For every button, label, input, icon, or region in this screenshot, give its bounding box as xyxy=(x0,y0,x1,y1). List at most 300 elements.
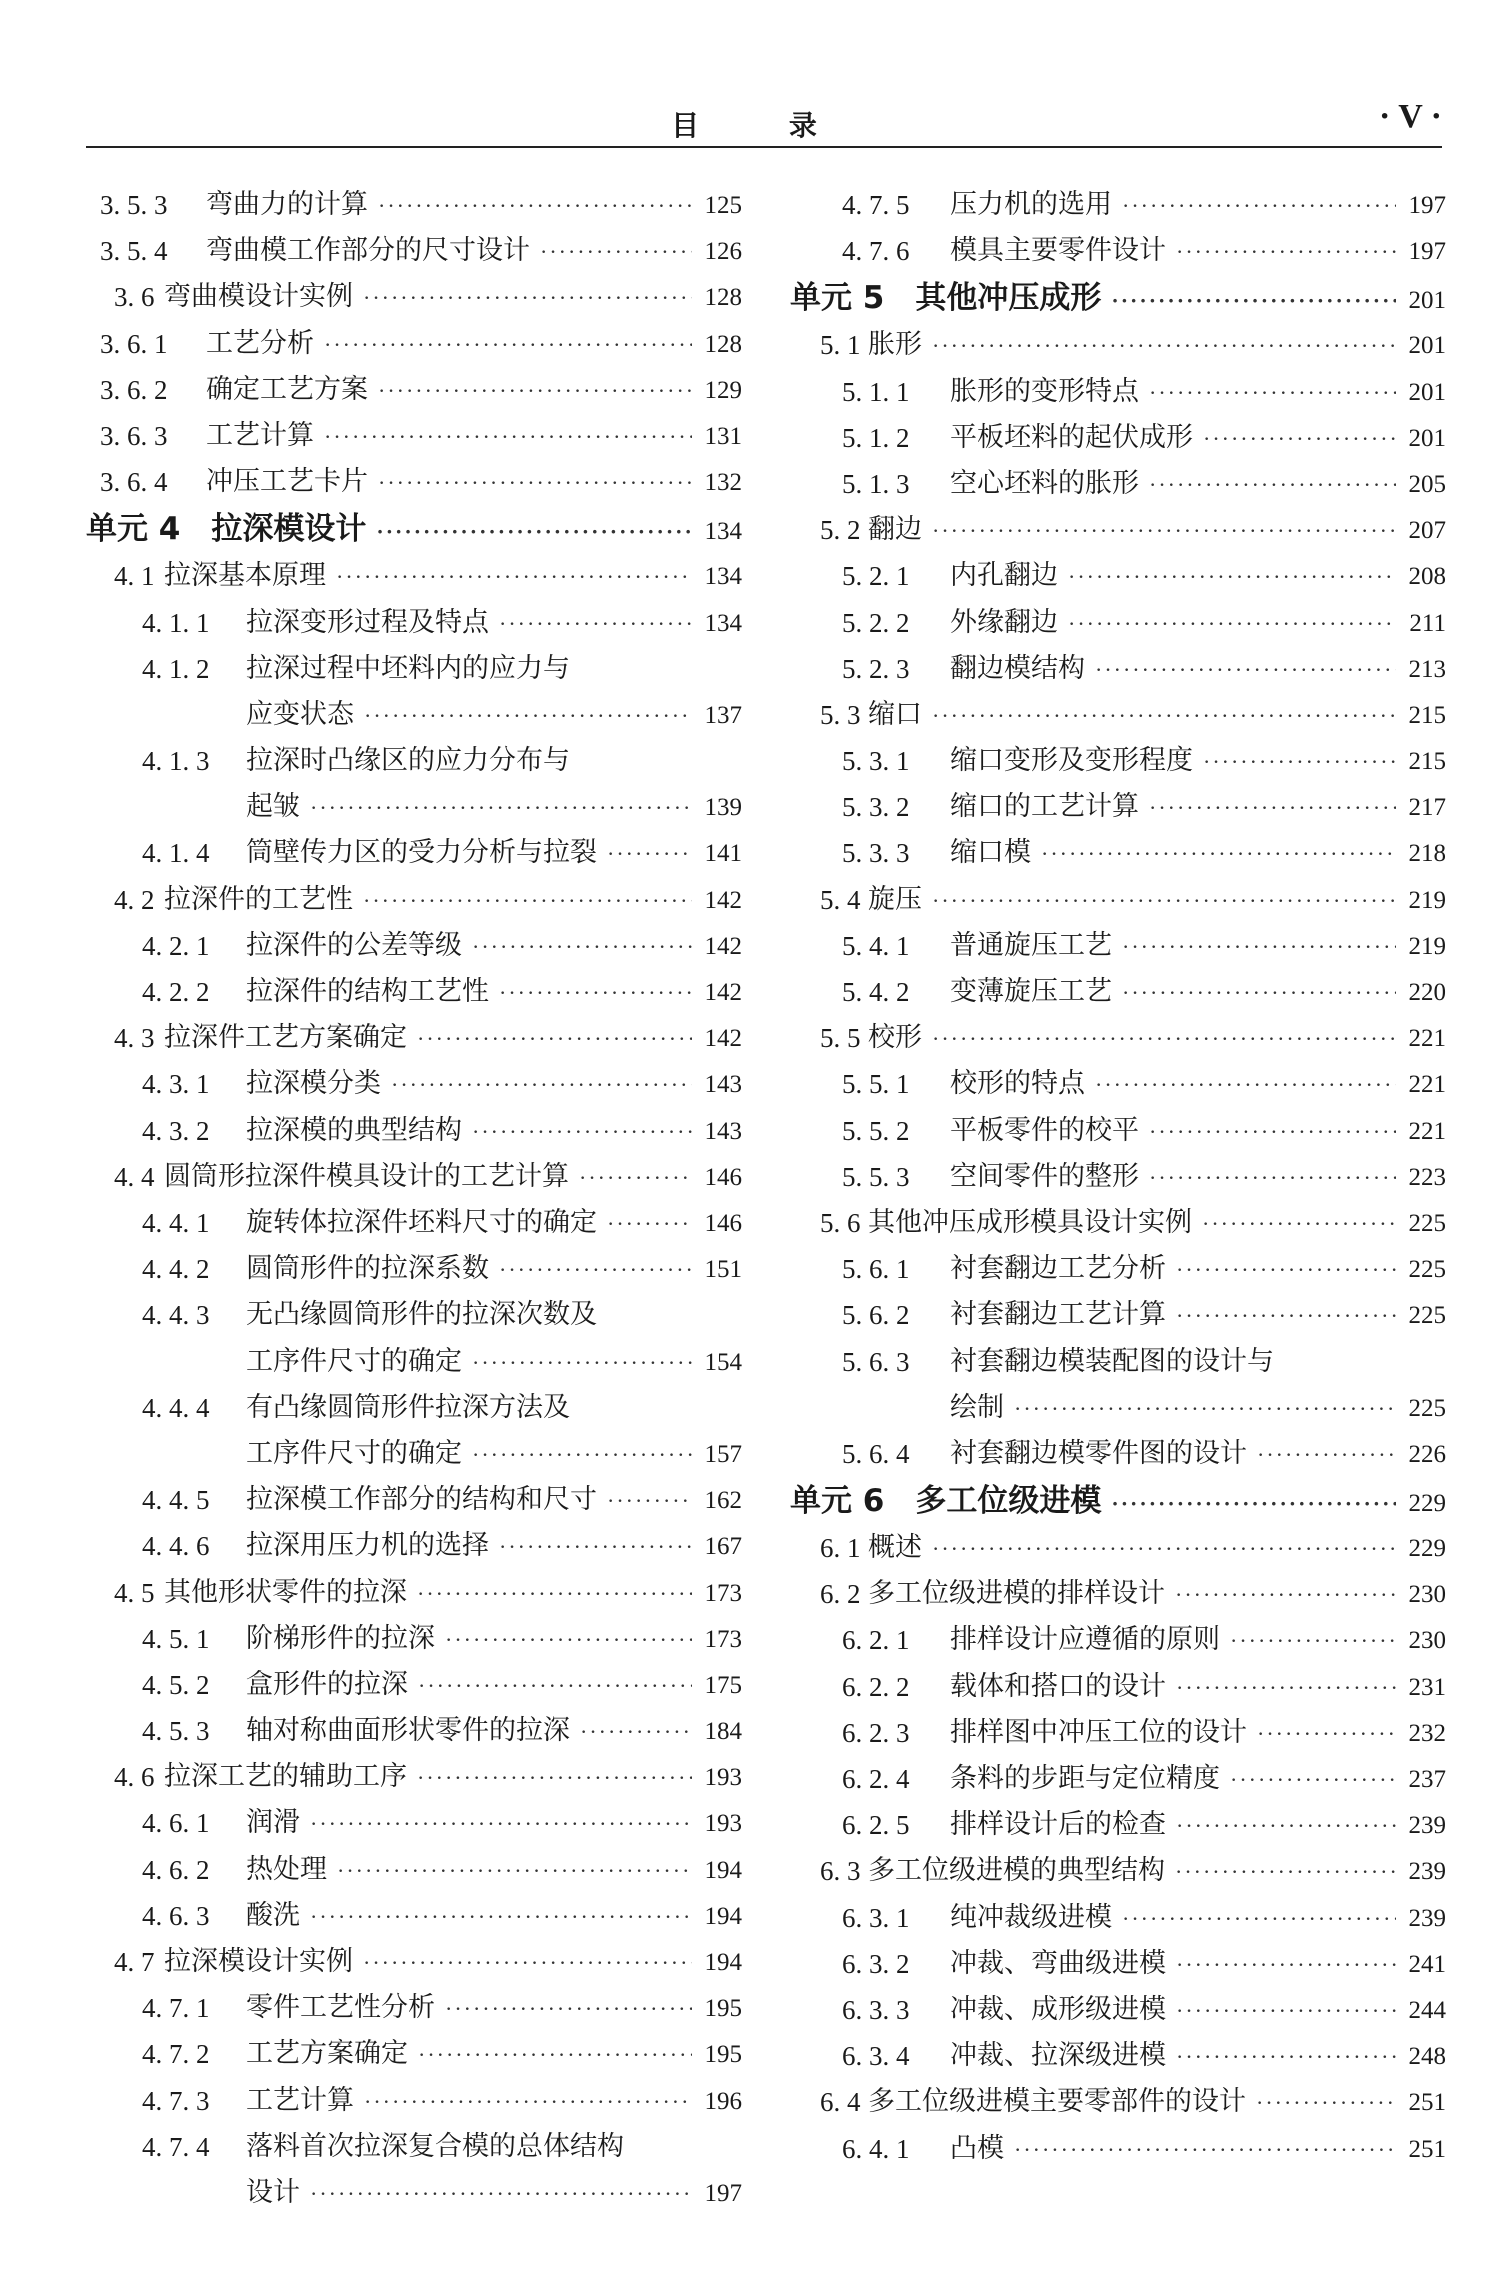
leader-dots xyxy=(363,878,692,924)
leader-dots xyxy=(1203,739,1396,785)
leader-dots xyxy=(310,1894,692,1940)
entry-number: 4. 4. 5 xyxy=(142,1485,210,1516)
entry-title: 拉深用压力机的选择 xyxy=(246,1530,489,1562)
toc-entry xyxy=(86,367,742,413)
leader-dots xyxy=(1149,462,1396,508)
page-ref: 213 xyxy=(1408,655,1446,683)
entry-title: 排样设计后的检查 xyxy=(950,1809,1166,1841)
entry-number: 5. 1 xyxy=(820,330,861,361)
toc-entry xyxy=(790,1200,1446,1246)
entry-number: 4. 4 xyxy=(114,1161,155,1192)
toc-entry xyxy=(790,600,1446,646)
leader-dots xyxy=(324,322,692,368)
page-ref: 201 xyxy=(1408,287,1446,315)
leader-dots xyxy=(1176,1942,1396,1988)
entry-title: 筒壁传力区的受力分析与拉裂 xyxy=(246,837,597,869)
entry-title: 其他形状零件的拉深 xyxy=(164,1576,407,1608)
toc-column-left xyxy=(86,182,742,2216)
toc-entry xyxy=(86,1523,742,1569)
page-ref: 215 xyxy=(1408,701,1446,729)
leader-dots xyxy=(1041,831,1396,877)
entry-number: 5. 1. 3 xyxy=(842,468,910,499)
entry-title: 纯冲裁级进模 xyxy=(950,1901,1112,1933)
leader-dots xyxy=(932,878,1396,924)
page-ref: 221 xyxy=(1408,1071,1446,1099)
page-ref: 173 xyxy=(704,1625,742,1653)
leader-dots xyxy=(607,831,692,877)
page-ref: 225 xyxy=(1408,1394,1446,1422)
entry-number: 6. 2. 1 xyxy=(842,1625,910,1656)
entry-number: 5. 2. 1 xyxy=(842,561,910,592)
entry-title: 平板坯料的起伏成形 xyxy=(950,421,1193,453)
page-ref: 195 xyxy=(704,1995,742,2023)
page-ref: 223 xyxy=(1408,1163,1446,1191)
entry-number: 4. 6. 2 xyxy=(142,1854,210,1885)
page-title: 目 录 xyxy=(671,109,857,142)
toc-entry xyxy=(86,1985,742,2031)
entry-title: 拉深件的工艺性 xyxy=(164,883,353,915)
leader-dots xyxy=(579,1155,692,1201)
entry-title: 工艺分析 xyxy=(206,327,314,359)
entry-number: 5. 3. 2 xyxy=(842,792,910,823)
toc-entry xyxy=(790,1339,1446,1431)
page-ref: 162 xyxy=(704,1487,742,1515)
entry-title: 变薄旋压工艺 xyxy=(950,976,1112,1007)
page-ref: 251 xyxy=(1408,2089,1446,2117)
toc-entry xyxy=(86,969,742,1015)
entry-number: 4. 4. 6 xyxy=(142,1531,210,1562)
toc-entry xyxy=(86,1939,742,1985)
leader-dots xyxy=(607,1478,692,1524)
entry-number: 3. 6. 1 xyxy=(100,328,168,359)
entry-title: 拉深工艺的辅助工序 xyxy=(164,1761,407,1793)
leader-dots xyxy=(1014,1386,1396,1432)
page-ref: 194 xyxy=(704,1949,742,1976)
entry-number: 4. 6 xyxy=(114,1762,155,1793)
toc-entry xyxy=(790,1987,1446,2033)
entry-number: 5. 3 xyxy=(820,699,861,730)
toc-entry xyxy=(86,1108,742,1154)
page-ref: 137 xyxy=(704,701,742,729)
entry-number: 5. 6. 3 xyxy=(842,1346,910,1377)
entry-title: 排样设计应遵循的原则 xyxy=(950,1624,1220,1656)
leader-dots xyxy=(310,785,692,831)
leader-dots xyxy=(1122,1896,1396,1942)
entry-title: 拉深过程中坯料内的应力与 xyxy=(246,652,570,684)
page-ref: 231 xyxy=(1408,1673,1446,1701)
page-ref: 226 xyxy=(1408,1440,1446,1468)
leader-dots xyxy=(1149,1109,1396,1155)
toc-entry xyxy=(86,459,742,505)
entry-number: 5. 2 xyxy=(820,515,861,546)
leader-dots xyxy=(1202,1201,1396,1247)
page-ref: 221 xyxy=(1408,1117,1446,1145)
toc-entry xyxy=(86,600,742,646)
leader-dots xyxy=(932,693,1396,739)
entry-number: 4. 7. 2 xyxy=(142,2039,210,2070)
entry-title: 缩口 xyxy=(868,698,922,730)
page-ref: 201 xyxy=(1408,378,1446,406)
toc-entry xyxy=(86,1847,742,1893)
leader-dots xyxy=(445,1617,692,1663)
entry-number: 3. 5. 4 xyxy=(100,236,168,267)
entry-number: 4. 7 xyxy=(114,1947,155,1977)
entry-title: 凸模 xyxy=(950,2132,1004,2164)
entry-number: 5. 5 xyxy=(820,1023,861,1054)
entry-number: 5. 1. 1 xyxy=(842,376,910,407)
entry-title: 工艺计算 xyxy=(246,2084,354,2116)
entry-number: 3. 6. 3 xyxy=(100,420,168,451)
toc-entry xyxy=(790,830,1446,876)
leader-dots xyxy=(932,508,1396,554)
toc-entry xyxy=(86,877,742,923)
leader-dots xyxy=(337,1848,692,1894)
unit-title: 单元 6 多工位级进模 xyxy=(790,1483,1102,1520)
entry-number: 4. 6. 3 xyxy=(142,1900,210,1931)
entry-title-continued: 起皱 xyxy=(246,791,300,823)
toc-entry xyxy=(86,2031,742,2077)
toc-entry xyxy=(790,1802,1446,1848)
page-ref: 230 xyxy=(1408,1627,1446,1655)
toc-entry xyxy=(86,1800,742,1846)
page-ref: 207 xyxy=(1408,517,1446,545)
page-ref: 229 xyxy=(1408,1490,1446,1518)
entry-number: 4. 4. 4 xyxy=(142,1392,210,1423)
entry-number: 6. 3. 1 xyxy=(842,1902,910,1933)
entry-number: 4. 1 xyxy=(114,561,155,592)
page-ref: 142 xyxy=(704,1025,742,1053)
entry-title: 空心坯料的胀形 xyxy=(950,467,1139,499)
entry-number: 4. 1. 4 xyxy=(142,838,210,869)
entry-title: 拉深件的公差等级 xyxy=(246,929,462,961)
entry-number: 6. 2. 4 xyxy=(842,1764,910,1795)
entry-title: 确定工艺方案 xyxy=(206,373,368,405)
leader-dots xyxy=(1176,2034,1396,2080)
leader-dots xyxy=(378,460,692,506)
toc-entry xyxy=(790,228,1446,274)
toc-entry xyxy=(790,322,1446,368)
page-ref: 132 xyxy=(704,469,742,497)
toc-entry xyxy=(790,877,1446,923)
entry-title: 衬套翻边工艺计算 xyxy=(950,1299,1166,1331)
toc-entry xyxy=(790,1061,1446,1107)
toc-entry xyxy=(86,1385,742,1477)
page-ref: 239 xyxy=(1408,1812,1446,1840)
entry-number: 5. 4 xyxy=(820,884,861,915)
entry-title: 冲压工艺卡片 xyxy=(206,466,368,498)
page-ref: 126 xyxy=(704,238,742,266)
page-ref: 143 xyxy=(704,1117,742,1145)
page-ref: 197 xyxy=(704,2179,742,2207)
toc-entry xyxy=(86,2078,742,2124)
entry-title: 多工位级进模主要零部件的设计 xyxy=(868,2086,1246,2118)
toc-entry xyxy=(790,1246,1446,1292)
leader-dots xyxy=(472,1109,692,1155)
toc-entry xyxy=(86,1893,742,1939)
leader-dots xyxy=(1175,1849,1396,1895)
entry-number: 3. 6 xyxy=(114,282,155,313)
toc-entry xyxy=(86,228,742,274)
entry-number: 6. 3 xyxy=(820,1856,861,1887)
toc-entry xyxy=(790,646,1446,692)
entry-number: 4. 3. 2 xyxy=(142,1115,210,1146)
entry-title: 胀形 xyxy=(868,329,922,361)
toc-entry xyxy=(86,1246,742,1292)
entry-number: 6. 1 xyxy=(820,1533,861,1564)
page-ref: 142 xyxy=(704,979,742,1007)
page-ref: 219 xyxy=(1408,886,1446,914)
toc-entry xyxy=(86,182,742,228)
leader-dots xyxy=(499,970,692,1016)
toc-entry xyxy=(86,413,742,459)
entry-number: 3. 6. 4 xyxy=(100,467,168,498)
unit-title: 单元 4 拉深模设计 xyxy=(86,511,367,548)
page-ref: 131 xyxy=(704,422,742,450)
leader-dots xyxy=(472,924,692,970)
entry-title: 模具主要零件设计 xyxy=(950,235,1166,267)
entry-title: 缩口变形及变形程度 xyxy=(950,745,1193,777)
page-ref: 201 xyxy=(1408,424,1446,452)
toc-entry xyxy=(86,2124,742,2216)
entry-title: 拉深模设计实例 xyxy=(164,1946,353,1977)
page-ref: 225 xyxy=(1408,1302,1446,1330)
page-ref: 239 xyxy=(1408,1904,1446,1932)
leader-dots xyxy=(1095,647,1396,693)
toc-entry xyxy=(790,692,1446,738)
entry-title: 酸洗 xyxy=(246,1899,300,1931)
page-ref: 217 xyxy=(1408,794,1446,822)
toc-entry xyxy=(86,646,742,738)
entry-title: 衬套翻边模装配图的设计与 xyxy=(950,1345,1274,1377)
entry-title: 拉深件工艺方案确定 xyxy=(164,1022,407,1054)
page-ref: 195 xyxy=(704,2041,742,2069)
entry-title: 旋转体拉深件坯料尺寸的确定 xyxy=(246,1206,597,1238)
entry-number: 5. 6. 1 xyxy=(842,1254,910,1285)
page-ref: 208 xyxy=(1408,563,1446,591)
header-rule xyxy=(86,146,1442,148)
toc-entry xyxy=(790,1108,1446,1154)
toc-entry xyxy=(86,1154,742,1200)
entry-title: 内孔翻边 xyxy=(950,560,1058,592)
leader-dots xyxy=(499,1524,692,1570)
entry-title: 工艺计算 xyxy=(206,419,314,451)
toc-entry xyxy=(86,1477,742,1523)
leader-dots xyxy=(932,1016,1396,1062)
entry-number: 6. 2 xyxy=(820,1579,861,1610)
entry-number: 3. 5. 3 xyxy=(100,190,168,220)
entry-number: 4. 1. 1 xyxy=(142,607,210,638)
entry-number: 4. 1. 3 xyxy=(142,746,210,777)
leader-dots xyxy=(1257,1711,1396,1757)
toc-entry xyxy=(86,274,742,320)
toc-entry xyxy=(790,1292,1446,1338)
page-ref: 194 xyxy=(704,1856,742,1884)
page-ref: 197 xyxy=(1408,238,1446,266)
entry-number: 4. 2 xyxy=(114,884,155,915)
entry-title: 圆筒形拉深件模具设计的工艺计算 xyxy=(164,1160,569,1192)
leader-dots xyxy=(418,1663,692,1709)
entry-number: 4. 6. 1 xyxy=(142,1808,210,1839)
toc-entry xyxy=(790,1664,1446,1710)
leader-dots xyxy=(1176,1293,1396,1339)
leader-dots xyxy=(1014,2127,1396,2173)
entry-title: 冲裁、拉深级进模 xyxy=(950,2040,1166,2072)
leader-dots xyxy=(417,1016,692,1062)
entry-number: 6. 2. 2 xyxy=(842,1671,910,1702)
toc-entry xyxy=(86,923,742,969)
toc-entry xyxy=(790,1848,1446,1894)
entry-title: 零件工艺性分析 xyxy=(246,1992,435,2024)
entry-title: 排样图中冲压工位的设计 xyxy=(950,1716,1247,1748)
page-ref: 229 xyxy=(1408,1535,1446,1563)
entry-number: 5. 6. 4 xyxy=(842,1438,910,1469)
page-ref: 128 xyxy=(704,284,742,312)
entry-number: 6. 2. 3 xyxy=(842,1717,910,1748)
page-ref: 142 xyxy=(704,932,742,960)
entry-title: 空间零件的整形 xyxy=(950,1160,1139,1192)
entry-title: 弯曲力的计算 xyxy=(206,189,368,220)
entry-title: 冲裁、成形级进模 xyxy=(950,1993,1166,2025)
entry-title: 拉深时凸缘区的应力分布与 xyxy=(246,745,570,777)
entry-number: 5. 6 xyxy=(820,1207,861,1238)
toc-entry xyxy=(790,1154,1446,1200)
toc-entry xyxy=(86,1015,742,1061)
entry-title: 缩口的工艺计算 xyxy=(950,791,1139,823)
leader-dots xyxy=(1149,785,1396,831)
leader-dots xyxy=(932,1526,1396,1572)
entry-number: 6. 4 xyxy=(820,2087,861,2118)
leader-dots xyxy=(1230,1618,1396,1664)
entry-title: 拉深基本原理 xyxy=(164,560,326,592)
entry-title-continued: 设计 xyxy=(246,2176,300,2208)
page-ref: 220 xyxy=(1408,979,1446,1006)
toc-entry xyxy=(86,1292,742,1384)
entry-number: 3. 6. 2 xyxy=(100,374,168,405)
entry-title: 压力机的选用 xyxy=(950,189,1112,220)
entry-title: 翻边 xyxy=(868,514,922,546)
page-ref: 154 xyxy=(704,1348,742,1376)
leader-dots xyxy=(499,601,692,647)
entry-number: 5. 4. 1 xyxy=(842,930,910,961)
entry-title: 其他冲压成形模具设计实例 xyxy=(868,1206,1192,1238)
entry-number: 4. 7. 6 xyxy=(842,236,910,267)
entry-title: 工艺方案确定 xyxy=(246,2038,408,2070)
page-ref: 184 xyxy=(704,1718,742,1746)
page-ref: 141 xyxy=(704,840,742,868)
toc-entry xyxy=(790,1617,1446,1663)
toc-entry xyxy=(86,830,742,876)
leader-dots xyxy=(310,1801,692,1847)
page-ref: 230 xyxy=(1408,1581,1446,1609)
entry-title: 平板零件的校平 xyxy=(950,1114,1139,1146)
toc-entry xyxy=(790,1895,1446,1941)
toc-entry xyxy=(790,415,1446,461)
entry-number: 5. 2. 2 xyxy=(842,607,910,638)
entry-title: 载体和搭口的设计 xyxy=(950,1670,1166,1702)
leader-dots xyxy=(363,275,692,321)
page-ref: 173 xyxy=(704,1579,742,1607)
leader-dots xyxy=(364,2079,692,2125)
leader-dots xyxy=(1203,416,1396,462)
entry-title: 热处理 xyxy=(246,1853,327,1885)
toc-entry xyxy=(790,1431,1446,1477)
leader-dots xyxy=(324,414,692,460)
entry-title: 冲裁、弯曲级进模 xyxy=(950,1947,1166,1979)
unit-title: 单元 5 其他冲压成形 xyxy=(790,280,1102,317)
leader-dots xyxy=(607,1201,692,1247)
page-ref: 167 xyxy=(704,1533,742,1561)
leader-dots xyxy=(378,183,692,229)
page-ref: 196 xyxy=(704,2087,742,2115)
leader-dots xyxy=(1111,1480,1396,1528)
page-ref: 215 xyxy=(1408,748,1446,776)
page-ref: 134 xyxy=(704,563,742,591)
entry-number: 5. 5. 2 xyxy=(842,1115,910,1146)
entry-number: 4. 3. 1 xyxy=(142,1069,210,1100)
entry-number: 6. 3. 2 xyxy=(842,1948,910,1979)
entry-number: 4. 4. 2 xyxy=(142,1254,210,1285)
toc-entry xyxy=(86,1616,742,1662)
entry-title: 拉深变形过程及特点 xyxy=(246,606,489,638)
page-number: · V · xyxy=(1378,98,1442,135)
toc-entry xyxy=(790,1015,1446,1061)
entry-number: 4. 5. 2 xyxy=(142,1669,210,1700)
leader-dots xyxy=(1257,1432,1396,1478)
leader-dots xyxy=(1176,1988,1396,2034)
leader-dots xyxy=(417,1755,692,1801)
entry-title: 普通旋压工艺 xyxy=(950,929,1112,961)
entry-number: 4. 7. 3 xyxy=(142,2085,210,2116)
page-ref: 146 xyxy=(704,1209,742,1237)
entry-title-continued: 绘制 xyxy=(950,1391,1004,1423)
entry-title: 条料的步距与定位精度 xyxy=(950,1763,1220,1795)
page-ref: 201 xyxy=(1408,332,1446,360)
entry-title: 阶梯形件的拉深 xyxy=(246,1622,435,1654)
leader-dots xyxy=(472,1432,692,1478)
entry-title: 衬套翻边工艺分析 xyxy=(950,1253,1166,1285)
entry-title: 胀形的变形特点 xyxy=(950,375,1139,407)
page-ref: 241 xyxy=(1408,1950,1446,1978)
entry-title: 拉深件的结构工艺性 xyxy=(246,976,489,1008)
entry-title-continued: 应变状态 xyxy=(246,698,354,730)
leader-dots xyxy=(1256,2080,1396,2126)
entry-title: 多工位级进模的典型结构 xyxy=(868,1855,1165,1887)
page-ref: 232 xyxy=(1408,1719,1446,1747)
page-ref: 218 xyxy=(1408,840,1446,868)
toc-entry xyxy=(86,1570,742,1616)
entry-number: 4. 7. 4 xyxy=(142,2131,210,2162)
leader-dots xyxy=(1176,1247,1396,1293)
leader-dots xyxy=(1176,1803,1396,1849)
page-ref: 193 xyxy=(704,1764,742,1792)
toc-entry xyxy=(790,553,1446,599)
entry-number: 4. 7. 5 xyxy=(842,190,910,220)
toc-entry xyxy=(86,738,742,830)
entry-number: 5. 5. 3 xyxy=(842,1161,910,1192)
toc-entry xyxy=(86,1754,742,1800)
entry-number: 4. 7. 1 xyxy=(142,1993,210,2024)
toc-entry xyxy=(790,969,1446,1015)
page-ref: 239 xyxy=(1408,1858,1446,1886)
page-ref: 251 xyxy=(1408,2135,1446,2163)
entry-title: 落料首次拉深复合模的总体结构 xyxy=(246,2130,624,2162)
toc-unit-heading xyxy=(86,505,742,553)
leader-dots xyxy=(1111,277,1396,325)
entry-title: 有凸缘圆筒形件拉深方法及 xyxy=(246,1391,570,1423)
entry-title: 拉深模工作部分的结构和尺寸 xyxy=(246,1484,597,1516)
toc-entry xyxy=(790,182,1446,228)
entry-title: 无凸缘圆筒形件的拉深次数及 xyxy=(246,1299,597,1331)
